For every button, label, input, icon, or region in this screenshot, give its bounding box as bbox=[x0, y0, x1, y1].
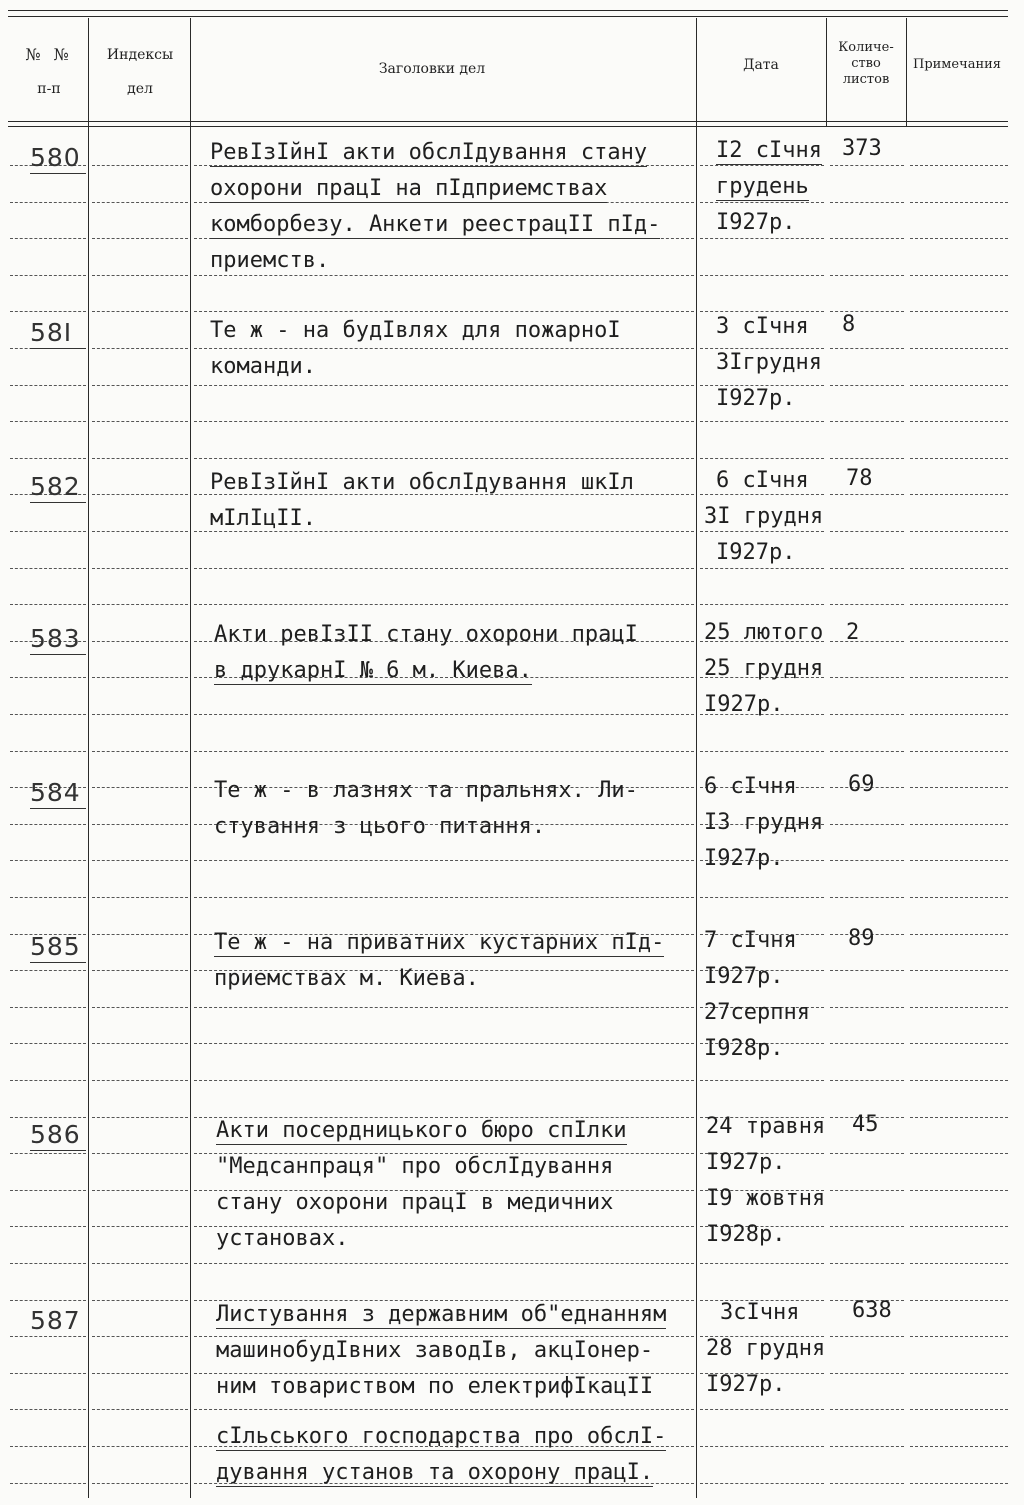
ruled-line bbox=[194, 275, 694, 276]
ruled-line bbox=[92, 165, 188, 166]
record-title-line: комборбезу. Анкети реестрацII пIд- bbox=[210, 212, 661, 237]
header-count-col bbox=[826, 40, 906, 88]
ruled-line bbox=[910, 458, 1008, 459]
ruled-line bbox=[10, 1080, 86, 1081]
header-date-col: Дата bbox=[743, 57, 779, 73]
ruled-line bbox=[700, 1446, 824, 1447]
ruled-line bbox=[700, 202, 824, 203]
ruled-line bbox=[10, 238, 86, 239]
ruled-line bbox=[92, 641, 188, 642]
ruled-line bbox=[910, 311, 1008, 312]
ruled-line bbox=[10, 1483, 86, 1484]
ruled-line bbox=[910, 1373, 1008, 1374]
ruled-line bbox=[910, 1190, 1008, 1191]
ruled-line bbox=[10, 1043, 86, 1044]
ruled-line bbox=[830, 238, 904, 239]
ruled-line bbox=[700, 568, 824, 569]
ruled-line bbox=[910, 751, 1008, 752]
record-title-line: РевIзIйнI акти обслIдування стану bbox=[210, 140, 648, 165]
ruled-line bbox=[92, 1483, 188, 1484]
record-title-line: сIльського господарства про обслI- bbox=[216, 1424, 667, 1449]
ruled-line bbox=[910, 385, 1008, 386]
ruled-line bbox=[194, 1336, 694, 1337]
ruled-line bbox=[830, 1080, 904, 1081]
record-title-line: машинобудIвних заводIв, акцIонер- bbox=[216, 1338, 654, 1363]
ruled-line bbox=[92, 1153, 188, 1154]
ruled-line bbox=[92, 348, 188, 349]
ruled-line bbox=[194, 385, 694, 386]
ruled-line bbox=[700, 751, 824, 752]
ruled-line bbox=[910, 1446, 1008, 1447]
ruled-line bbox=[700, 1080, 824, 1081]
ruled-line bbox=[92, 1007, 188, 1008]
ruled-line bbox=[830, 202, 904, 203]
ruled-line bbox=[910, 531, 1008, 532]
ruled-line bbox=[92, 494, 188, 495]
ruled-line bbox=[10, 1117, 86, 1118]
ruled-line bbox=[194, 604, 694, 605]
ruled-line bbox=[194, 1409, 694, 1410]
record-date-line: 3 сIчня bbox=[716, 314, 809, 339]
ruled-line bbox=[910, 275, 1008, 276]
ruled-line bbox=[92, 385, 188, 386]
record-number: 584 bbox=[30, 778, 86, 809]
ruled-line bbox=[194, 860, 694, 861]
ruled-line bbox=[910, 1117, 1008, 1118]
ruled-line bbox=[700, 897, 824, 898]
ruled-line bbox=[92, 421, 188, 422]
ruled-line bbox=[10, 1226, 86, 1227]
record-number: 585 bbox=[30, 932, 86, 963]
record-title-line: Листування з державним об"еднанням bbox=[216, 1302, 667, 1327]
ruled-line bbox=[910, 1153, 1008, 1154]
ruled-line bbox=[92, 787, 188, 788]
ruled-line bbox=[92, 1117, 188, 1118]
ruled-line bbox=[830, 458, 904, 459]
ruled-line bbox=[194, 531, 694, 532]
record-title-line: охорони працI на пIдприемствах bbox=[210, 176, 608, 201]
record-sheet-count: 78 bbox=[846, 466, 873, 491]
ruled-line bbox=[910, 421, 1008, 422]
ruled-line bbox=[910, 238, 1008, 239]
ruled-line bbox=[92, 1226, 188, 1227]
ruled-line bbox=[830, 385, 904, 386]
record-title-line: "Медсанпраця" про обслIдування bbox=[216, 1154, 614, 1179]
record-title-line: в друкарнI № 6 м. Киева. bbox=[214, 658, 532, 683]
header-index-label: Индексы bbox=[106, 47, 174, 63]
ruled-line bbox=[830, 421, 904, 422]
ruled-line bbox=[92, 604, 188, 605]
top-border bbox=[8, 10, 1008, 11]
ruled-line bbox=[910, 568, 1008, 569]
ruled-line bbox=[10, 677, 86, 678]
record-title-line: мIлIцII. bbox=[210, 506, 316, 531]
header-number-col bbox=[14, 46, 84, 98]
record-date-line: 25 лютого bbox=[704, 620, 824, 645]
record-title-line: Акти ревIзII стану охорони працI bbox=[214, 622, 638, 647]
record-date-line: I3 грудня bbox=[704, 810, 824, 835]
ruled-line bbox=[10, 1373, 86, 1374]
ruled-line bbox=[194, 1263, 694, 1264]
ruled-line bbox=[92, 1263, 188, 1264]
ruled-line bbox=[194, 458, 694, 459]
record-title-line: стування з цього питання. bbox=[214, 814, 546, 839]
ruled-line bbox=[910, 1336, 1008, 1337]
record-date-line: I927р. bbox=[706, 1150, 786, 1175]
ruled-line bbox=[830, 165, 904, 166]
ruled-line bbox=[910, 641, 1008, 642]
ruled-line bbox=[830, 348, 904, 349]
record-title-line: Те ж - в лазнях та пральнях. Ли- bbox=[214, 778, 638, 803]
ruled-line bbox=[10, 1190, 86, 1191]
record-sheet-count: 8 bbox=[842, 312, 856, 337]
ruled-line bbox=[830, 1043, 904, 1044]
ruled-line bbox=[700, 604, 824, 605]
record-sheet-count: 638 bbox=[852, 1298, 892, 1323]
record-date-line: 6 сIчня bbox=[716, 468, 809, 493]
record-date-line: 6 сIчня bbox=[704, 774, 797, 799]
ruled-line bbox=[910, 787, 1008, 788]
ruled-line bbox=[910, 860, 1008, 861]
record-title-line: команди. bbox=[210, 354, 316, 379]
ruled-line bbox=[830, 1226, 904, 1227]
ruled-line bbox=[700, 494, 824, 495]
ruled-line bbox=[830, 1373, 904, 1374]
ruled-line bbox=[910, 714, 1008, 715]
ruled-line bbox=[194, 1300, 694, 1301]
record-date-line: I927р. bbox=[704, 846, 784, 871]
ruled-line bbox=[92, 568, 188, 569]
record-number: 58I bbox=[30, 318, 86, 349]
record-date-line: I927р. bbox=[706, 1372, 786, 1397]
ruled-line bbox=[92, 1373, 188, 1374]
record-sheet-count: 373 bbox=[842, 136, 882, 161]
header-number-label: № № bbox=[25, 45, 73, 64]
record-title-line: Акти посердницького бюро спIлки bbox=[216, 1118, 627, 1143]
ruled-line bbox=[830, 568, 904, 569]
ruled-line bbox=[830, 1007, 904, 1008]
header-bottom-border bbox=[8, 121, 1008, 122]
record-number: 580 bbox=[30, 143, 86, 174]
ruled-line bbox=[92, 238, 188, 239]
ruled-line bbox=[92, 714, 188, 715]
record-date-line: 3I грудня bbox=[704, 504, 824, 529]
ruled-line bbox=[830, 714, 904, 715]
ruled-line bbox=[92, 860, 188, 861]
record-date-line: 28 грудня bbox=[706, 1336, 826, 1361]
record-sheet-count: 69 bbox=[848, 772, 875, 797]
ruled-line bbox=[92, 1300, 188, 1301]
record-title-line: дування установ та охорону працI. bbox=[216, 1460, 654, 1485]
ruled-line bbox=[830, 897, 904, 898]
ruled-line bbox=[830, 604, 904, 605]
ruled-line bbox=[910, 897, 1008, 898]
ruled-line bbox=[910, 1263, 1008, 1264]
column-divider-date bbox=[696, 18, 697, 1498]
ruled-line bbox=[194, 714, 694, 715]
header-index-sub: дел bbox=[127, 81, 153, 97]
ruled-line bbox=[92, 202, 188, 203]
ruled-line bbox=[830, 275, 904, 276]
column-divider-title bbox=[190, 18, 191, 1498]
ruled-line bbox=[700, 421, 824, 422]
ruled-line bbox=[910, 165, 1008, 166]
ruled-line bbox=[910, 677, 1008, 678]
ruled-line bbox=[194, 421, 694, 422]
ruled-line bbox=[10, 1153, 86, 1154]
ruled-line bbox=[830, 1153, 904, 1154]
ruled-line bbox=[830, 751, 904, 752]
ruled-line bbox=[10, 714, 86, 715]
ruled-line bbox=[10, 604, 86, 605]
ruled-line bbox=[830, 1190, 904, 1191]
ruled-line bbox=[92, 275, 188, 276]
ruled-line bbox=[92, 751, 188, 752]
ruled-line bbox=[910, 604, 1008, 605]
ruled-line bbox=[92, 1336, 188, 1337]
ruled-line bbox=[910, 202, 1008, 203]
header-count-label-2: ство bbox=[851, 56, 881, 71]
record-date-line: I927р. bbox=[716, 210, 796, 235]
ruled-line bbox=[10, 1263, 86, 1264]
ruled-line bbox=[700, 311, 824, 312]
record-date-line: I2 сIчня bbox=[716, 138, 822, 163]
ruled-line bbox=[910, 970, 1008, 971]
ruled-line bbox=[10, 531, 86, 532]
record-date-line: 3Iгрудня bbox=[716, 350, 822, 375]
ruled-line bbox=[830, 531, 904, 532]
ruled-line bbox=[194, 1080, 694, 1081]
ruled-line bbox=[10, 824, 86, 825]
record-date-line: I927р. bbox=[704, 692, 784, 717]
ruled-line bbox=[830, 494, 904, 495]
record-date-line: I928р. bbox=[704, 1036, 784, 1061]
ruled-line bbox=[194, 751, 694, 752]
ruled-line bbox=[910, 1043, 1008, 1044]
header-notes-col: Примечания bbox=[912, 57, 1001, 72]
ruled-line bbox=[10, 1007, 86, 1008]
header-title-col: Заголовки дел bbox=[378, 61, 486, 77]
ruled-line bbox=[10, 568, 86, 569]
ruled-line bbox=[92, 531, 188, 532]
record-number: 587 bbox=[30, 1306, 81, 1335]
record-date-line: грудень bbox=[716, 174, 809, 199]
ruled-line bbox=[92, 1446, 188, 1447]
header-bottom-border-inner bbox=[8, 126, 1008, 127]
ruled-line bbox=[92, 1190, 188, 1191]
record-date-line: I927р. bbox=[716, 386, 796, 411]
ruled-line bbox=[910, 1226, 1008, 1227]
ruled-line bbox=[10, 202, 86, 203]
ruled-line bbox=[194, 1043, 694, 1044]
ruled-line bbox=[700, 531, 824, 532]
header-index-col bbox=[92, 46, 188, 98]
ruled-line bbox=[92, 1409, 188, 1410]
ruled-line bbox=[10, 897, 86, 898]
ruled-line bbox=[194, 348, 694, 349]
ruled-line bbox=[830, 1483, 904, 1484]
ruled-line bbox=[830, 860, 904, 861]
record-date-line: 7 сIчня bbox=[704, 928, 797, 953]
ruled-line bbox=[10, 751, 86, 752]
ruled-line bbox=[910, 494, 1008, 495]
record-date-line: I927р. bbox=[704, 964, 784, 989]
ruled-line bbox=[700, 238, 824, 239]
record-number: 586 bbox=[30, 1120, 86, 1151]
ruled-line bbox=[194, 1007, 694, 1008]
ruled-line bbox=[92, 1080, 188, 1081]
record-title-line: установах. bbox=[216, 1226, 349, 1251]
ruled-line bbox=[92, 897, 188, 898]
record-date-line: 3сIчня bbox=[720, 1300, 800, 1325]
record-date-line: I9 жовтня bbox=[706, 1186, 826, 1211]
record-number: 583 bbox=[30, 624, 86, 655]
ruled-line bbox=[92, 458, 188, 459]
record-title-line: стану охорони працI в медичних bbox=[216, 1190, 614, 1215]
ruled-line bbox=[700, 165, 824, 166]
ruled-line bbox=[910, 1080, 1008, 1081]
ruled-line bbox=[700, 275, 824, 276]
ruled-line bbox=[10, 1300, 86, 1301]
ruled-line bbox=[700, 458, 824, 459]
ruled-line bbox=[10, 970, 86, 971]
ruled-line bbox=[10, 1446, 86, 1447]
record-number: 582 bbox=[30, 472, 86, 503]
record-date-line: 27серпня bbox=[704, 1000, 810, 1025]
ruled-line bbox=[194, 311, 694, 312]
ruled-line bbox=[10, 421, 86, 422]
ruled-line bbox=[700, 1409, 824, 1410]
record-title-line: Те ж - на будIвлях для пожарноI bbox=[210, 318, 621, 343]
ruled-line bbox=[92, 311, 188, 312]
ruled-line bbox=[194, 897, 694, 898]
record-date-line: 25 грудня bbox=[704, 656, 824, 681]
ruled-line bbox=[910, 934, 1008, 935]
ruled-line bbox=[10, 311, 86, 312]
ruled-line bbox=[910, 1483, 1008, 1484]
record-title-line: ним товариством по електрифIкацII bbox=[216, 1374, 654, 1399]
ruled-line bbox=[830, 641, 904, 642]
record-title-line: РевIзIйнI акти обслIдування шкIл bbox=[210, 470, 634, 495]
ruled-line bbox=[700, 348, 824, 349]
ruled-line bbox=[10, 860, 86, 861]
header-count-label-3: листов bbox=[842, 72, 890, 87]
ruled-line bbox=[194, 568, 694, 569]
ruled-line bbox=[92, 1043, 188, 1044]
ruled-line bbox=[910, 348, 1008, 349]
record-sheet-count: 89 bbox=[848, 926, 875, 951]
ruled-line bbox=[700, 1483, 824, 1484]
top-border-inner bbox=[8, 16, 1008, 17]
ruled-line bbox=[910, 1409, 1008, 1410]
ruled-line bbox=[910, 1300, 1008, 1301]
record-sheet-count: 2 bbox=[846, 620, 860, 645]
ruled-line bbox=[10, 1336, 86, 1337]
ruled-line bbox=[92, 824, 188, 825]
ruled-line bbox=[830, 1446, 904, 1447]
record-sheet-count: 45 bbox=[852, 1112, 879, 1137]
header-count-label-1: Количе- bbox=[838, 40, 894, 55]
record-title-line: приемств. bbox=[210, 248, 330, 273]
ruled-line bbox=[700, 1263, 824, 1264]
record-date-line: I928р. bbox=[706, 1222, 786, 1247]
record-date-line: 24 травня bbox=[706, 1114, 826, 1139]
ruled-line bbox=[10, 1409, 86, 1410]
record-date-line: I927р. bbox=[716, 540, 796, 565]
ruled-line bbox=[830, 824, 904, 825]
ruled-line bbox=[830, 1263, 904, 1264]
ruled-line bbox=[92, 677, 188, 678]
header-number-sub: п-п bbox=[37, 81, 61, 97]
ruled-line bbox=[830, 1336, 904, 1337]
ruled-line bbox=[910, 1007, 1008, 1008]
ruled-line bbox=[830, 677, 904, 678]
ruled-line bbox=[10, 458, 86, 459]
ruled-line bbox=[92, 970, 188, 971]
ruled-line bbox=[92, 934, 188, 935]
ruled-line bbox=[830, 970, 904, 971]
column-divider-index bbox=[88, 18, 89, 1498]
ruled-line bbox=[830, 1409, 904, 1410]
record-title-line: приемствах м. Киева. bbox=[214, 966, 479, 991]
ruled-line bbox=[910, 824, 1008, 825]
ruled-line bbox=[10, 275, 86, 276]
ruled-line bbox=[10, 385, 86, 386]
record-title-line: Те ж - на приватних кустарних пIд- bbox=[214, 930, 665, 955]
